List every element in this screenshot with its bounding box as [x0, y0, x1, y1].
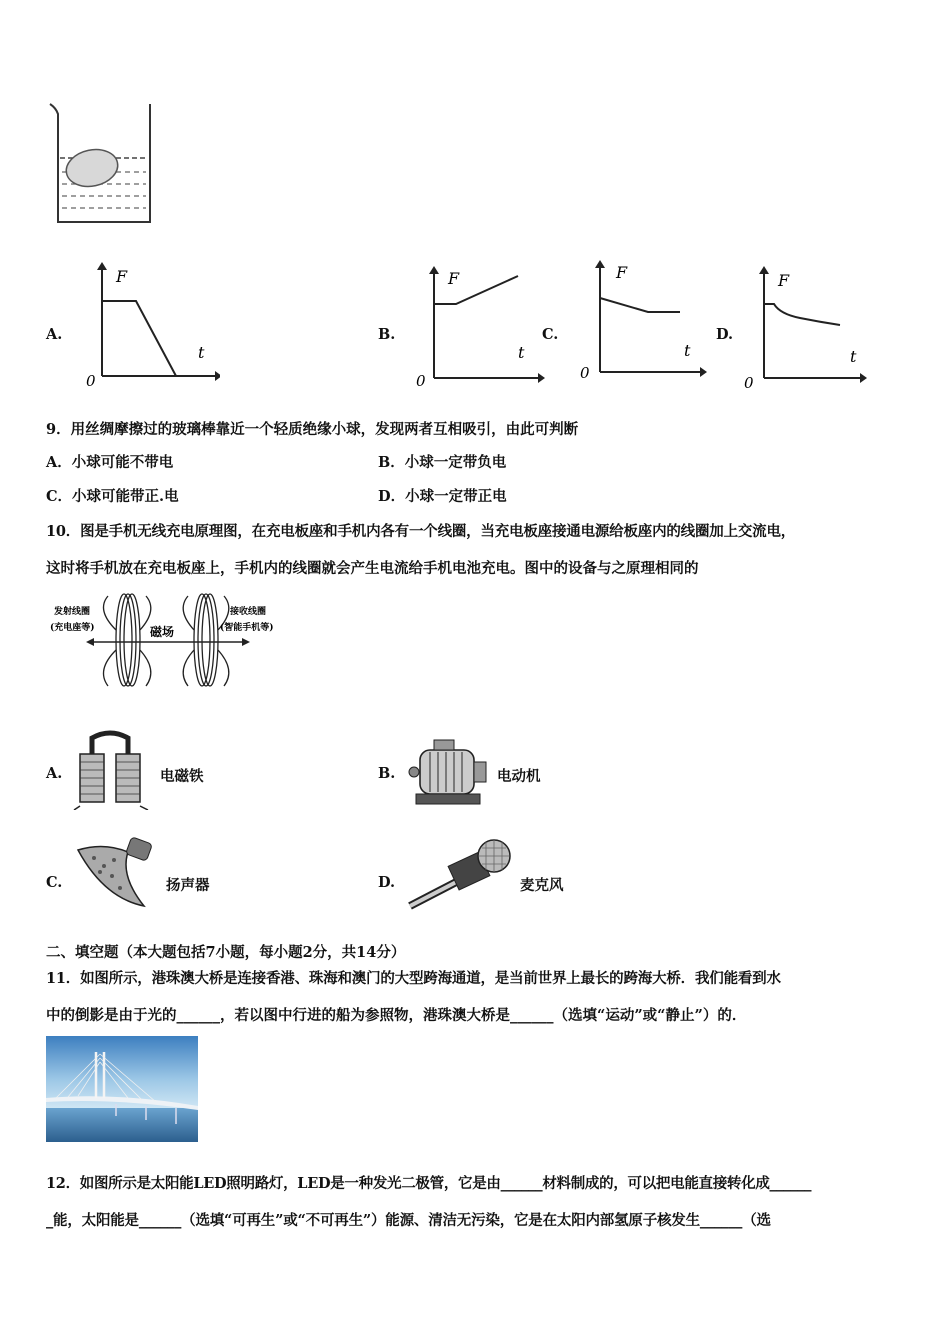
diagram-left-label-1: 发射线圈	[54, 607, 91, 617]
speaker-icon	[74, 836, 160, 912]
q8-option-a-letter: A.	[46, 326, 63, 343]
q12-line2: _能，太阳能是______（选填“可再生”或“不可再生”）能源、清洁无污染，它是在太阳内部氢原子核发生______（选	[46, 1212, 771, 1229]
q10-option-c-letter: C.	[46, 874, 63, 891]
q8-c-xlabel: t	[684, 341, 691, 360]
q8-graph-c	[572, 256, 707, 386]
q8-d-xlabel: t	[850, 347, 857, 366]
diagram-right-label-2: (智能手机等)	[220, 623, 274, 633]
bridge-photo	[46, 1036, 198, 1142]
q10-option-a-label[interactable]: 电磁铁	[160, 768, 204, 785]
diagram-center-label: 磁场	[150, 625, 175, 639]
wireless-charging-diagram	[46, 590, 286, 695]
q10-stem-line1: 10．图是手机无线充电原理图，在充电板座和手机内各有一个线圈，当充电板座接通电源给板座内的线圈加上交流电，	[46, 523, 796, 540]
q10-stem-line2: 这时将手机放在充电板座上，手机内的线圈就会产生电流给手机电池充电。图中的设备与之原理相同的	[46, 560, 699, 577]
q8-option-c-letter: C.	[542, 326, 559, 343]
q8-d-origin: 0	[744, 374, 754, 392]
q8-a-ylabel: F	[116, 267, 128, 286]
q10-option-b-letter: B.	[378, 765, 396, 782]
q8-c-origin: 0	[580, 364, 590, 382]
q8-graph-b	[410, 262, 545, 392]
q8-c-ylabel: F	[616, 263, 628, 282]
q9-stem: 9．用丝绸摩擦过的玻璃棒靠近一个轻质绝缘小球，发现两者互相吸引，由此可判断	[46, 421, 579, 438]
q8-option-d-letter: D.	[716, 326, 734, 343]
q8-graph-a	[80, 258, 220, 393]
q8-graph-d	[740, 262, 870, 392]
q11-line2: 中的倒影是由于光的______，若以图中行进的船为参照物，港珠澳大桥是______（选填“运动”或“静止”）的．	[46, 1007, 747, 1024]
q8-b-xlabel: t	[518, 343, 525, 362]
q10-option-d-letter: D.	[378, 874, 396, 891]
q8-a-xlabel: t	[198, 343, 205, 362]
q9-option-c[interactable]: C．小球可能带正.电	[46, 488, 179, 505]
electromagnet-icon	[72, 728, 154, 810]
q8-b-origin: 0	[416, 372, 426, 390]
q8-a-origin: 0	[86, 372, 96, 390]
diagram-left-label-2: (充电座等)	[50, 623, 95, 633]
microphone-icon	[404, 838, 516, 910]
section2-title: 二、填空题（本大题包括7小题，每小题2分，共14分）	[46, 944, 406, 961]
electric-motor-icon	[404, 738, 494, 810]
q10-option-b-label[interactable]: 电动机	[497, 768, 541, 785]
q8-b-ylabel: F	[448, 269, 460, 288]
q10-option-c-label[interactable]: 扬声器	[166, 877, 210, 894]
beaker-figure	[46, 100, 156, 230]
q12-line1: 12．如图所示是太阳能LED照明路灯，LED是一种发光二极管，它是由______材料制成的，可以把电能直接转化成______	[46, 1175, 812, 1192]
q11-line1: 11．如图所示，港珠澳大桥是连接香港、珠海和澳门的大型跨海通道，是当前世界上最长的跨海大桥．我们能看到水	[46, 970, 781, 987]
q9-option-d[interactable]: D．小球一定带正电	[378, 488, 507, 505]
q10-option-a-letter: A.	[46, 765, 63, 782]
q9-option-b[interactable]: B．小球一定带负电	[378, 454, 507, 471]
q8-d-ylabel: F	[778, 271, 790, 290]
q9-option-a[interactable]: A．小球可能不带电	[46, 454, 174, 471]
q8-option-b-letter: B.	[378, 326, 396, 343]
diagram-right-label-1: 接收线圈	[230, 607, 267, 617]
q10-option-d-label[interactable]: 麦克风	[520, 877, 564, 894]
